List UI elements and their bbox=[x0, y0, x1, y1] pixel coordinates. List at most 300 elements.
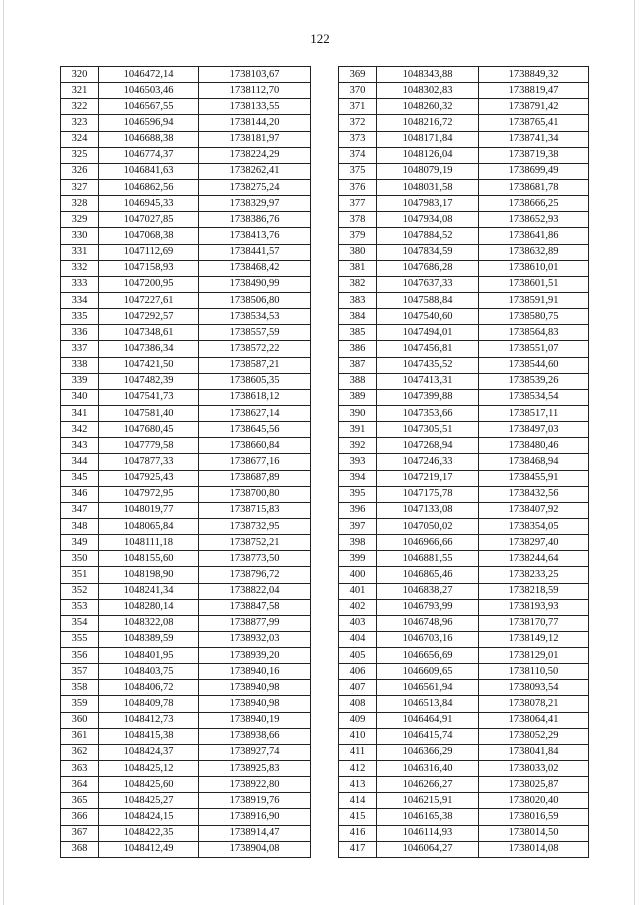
table-row bbox=[61, 325, 311, 341]
x-coordinate-cell: 1046316,40 bbox=[377, 761, 479, 777]
y-coordinate-cell: 1738110,50 bbox=[479, 664, 589, 680]
x-coordinate-cell: 1047435,52 bbox=[377, 357, 479, 373]
point-number-cell: 372 bbox=[339, 115, 377, 131]
table-row bbox=[339, 793, 589, 809]
point-number-cell: 337 bbox=[61, 341, 99, 357]
table-row bbox=[61, 728, 311, 744]
point-number-cell: 327 bbox=[61, 179, 99, 195]
scan-edge-left bbox=[3, 0, 4, 905]
y-coordinate-cell: 1738413,76 bbox=[199, 228, 311, 244]
x-coordinate-cell: 1048019,77 bbox=[99, 502, 199, 518]
y-coordinate-cell: 1738093,54 bbox=[479, 680, 589, 696]
table-row bbox=[339, 809, 589, 825]
x-coordinate-cell: 1048126,04 bbox=[377, 147, 479, 163]
x-coordinate-cell: 1046862,56 bbox=[99, 179, 199, 195]
point-number-cell: 379 bbox=[339, 228, 377, 244]
point-number-cell: 394 bbox=[339, 470, 377, 486]
table-row bbox=[339, 179, 589, 195]
x-coordinate-cell: 1048403,75 bbox=[99, 664, 199, 680]
table-row bbox=[339, 583, 589, 599]
table-row bbox=[339, 744, 589, 760]
table-row bbox=[61, 615, 311, 631]
x-coordinate-cell: 1047219,17 bbox=[377, 470, 479, 486]
table-row bbox=[339, 163, 589, 179]
x-coordinate-cell: 1047246,33 bbox=[377, 454, 479, 470]
y-coordinate-cell: 1738016,59 bbox=[479, 809, 589, 825]
x-coordinate-cell: 1047983,17 bbox=[377, 196, 479, 212]
table-row bbox=[339, 83, 589, 99]
table-row bbox=[61, 648, 311, 664]
point-number-cell: 371 bbox=[339, 99, 377, 115]
y-coordinate-cell: 1738687,89 bbox=[199, 470, 311, 486]
y-coordinate-cell: 1738796,72 bbox=[199, 567, 311, 583]
point-number-cell: 324 bbox=[61, 131, 99, 147]
x-coordinate-cell: 1046748,96 bbox=[377, 615, 479, 631]
table-row bbox=[61, 260, 311, 276]
table-row bbox=[339, 341, 589, 357]
y-coordinate-cell: 1738033,02 bbox=[479, 761, 589, 777]
table-row bbox=[339, 680, 589, 696]
point-number-cell: 366 bbox=[61, 809, 99, 825]
x-coordinate-cell: 1047779,58 bbox=[99, 438, 199, 454]
x-coordinate-cell: 1047925,43 bbox=[99, 470, 199, 486]
y-coordinate-cell: 1738551,07 bbox=[479, 341, 589, 357]
x-coordinate-cell: 1046513,84 bbox=[377, 696, 479, 712]
point-number-cell: 377 bbox=[339, 196, 377, 212]
y-coordinate-cell: 1738715,83 bbox=[199, 502, 311, 518]
table-row bbox=[61, 761, 311, 777]
x-coordinate-cell: 1047680,45 bbox=[99, 422, 199, 438]
table-row bbox=[339, 405, 589, 421]
y-coordinate-cell: 1738244,64 bbox=[479, 551, 589, 567]
x-coordinate-cell: 1048065,84 bbox=[99, 518, 199, 534]
point-number-cell: 346 bbox=[61, 486, 99, 502]
table-row bbox=[339, 325, 589, 341]
table-row bbox=[61, 535, 311, 551]
y-coordinate-cell: 1738925,83 bbox=[199, 761, 311, 777]
x-coordinate-cell: 1047581,40 bbox=[99, 405, 199, 421]
y-coordinate-cell: 1738618,12 bbox=[199, 389, 311, 405]
point-number-cell: 410 bbox=[339, 728, 377, 744]
point-number-cell: 386 bbox=[339, 341, 377, 357]
table-row bbox=[61, 373, 311, 389]
table-row bbox=[61, 809, 311, 825]
x-coordinate-cell: 1048422,35 bbox=[99, 825, 199, 841]
y-coordinate-cell: 1738610,01 bbox=[479, 260, 589, 276]
x-coordinate-cell: 1047386,34 bbox=[99, 341, 199, 357]
point-number-cell: 382 bbox=[339, 276, 377, 292]
table-row bbox=[339, 551, 589, 567]
point-number-cell: 384 bbox=[339, 309, 377, 325]
point-number-cell: 334 bbox=[61, 292, 99, 308]
y-coordinate-cell: 1738133,55 bbox=[199, 99, 311, 115]
x-coordinate-cell: 1047637,33 bbox=[377, 276, 479, 292]
table-row bbox=[61, 696, 311, 712]
y-coordinate-cell: 1738938,66 bbox=[199, 728, 311, 744]
x-coordinate-cell: 1048171,84 bbox=[377, 131, 479, 147]
table-row bbox=[61, 147, 311, 163]
y-coordinate-cell: 1738557,59 bbox=[199, 325, 311, 341]
point-number-cell: 367 bbox=[61, 825, 99, 841]
table-row bbox=[339, 438, 589, 454]
point-number-cell: 351 bbox=[61, 567, 99, 583]
x-coordinate-cell: 1047353,66 bbox=[377, 405, 479, 421]
point-number-cell: 397 bbox=[339, 518, 377, 534]
y-coordinate-cell: 1738677,16 bbox=[199, 454, 311, 470]
table-row bbox=[339, 567, 589, 583]
y-coordinate-cell: 1738386,76 bbox=[199, 212, 311, 228]
x-coordinate-cell: 1047112,69 bbox=[99, 244, 199, 260]
y-coordinate-cell: 1738218,59 bbox=[479, 583, 589, 599]
point-number-cell: 348 bbox=[61, 518, 99, 534]
y-coordinate-cell: 1738064,41 bbox=[479, 712, 589, 728]
x-coordinate-cell: 1046503,46 bbox=[99, 83, 199, 99]
x-coordinate-cell: 1047934,08 bbox=[377, 212, 479, 228]
y-coordinate-cell: 1738939,20 bbox=[199, 648, 311, 664]
table-row bbox=[61, 99, 311, 115]
point-number-cell: 411 bbox=[339, 744, 377, 760]
table-row bbox=[339, 99, 589, 115]
y-coordinate-cell: 1738144,20 bbox=[199, 115, 311, 131]
y-coordinate-cell: 1738940,98 bbox=[199, 696, 311, 712]
x-coordinate-cell: 1048425,12 bbox=[99, 761, 199, 777]
y-coordinate-cell: 1738441,57 bbox=[199, 244, 311, 260]
y-coordinate-cell: 1738407,92 bbox=[479, 502, 589, 518]
y-coordinate-cell: 1738732,95 bbox=[199, 518, 311, 534]
x-coordinate-cell: 1046165,38 bbox=[377, 809, 479, 825]
x-coordinate-cell: 1047227,61 bbox=[99, 292, 199, 308]
table-row bbox=[61, 389, 311, 405]
point-number-cell: 353 bbox=[61, 599, 99, 615]
point-number-cell: 402 bbox=[339, 599, 377, 615]
table-row bbox=[61, 179, 311, 195]
x-coordinate-cell: 1047305,51 bbox=[377, 422, 479, 438]
y-coordinate-cell: 1738605,35 bbox=[199, 373, 311, 389]
x-coordinate-cell: 1048412,49 bbox=[99, 841, 199, 857]
page-number: 122 bbox=[310, 31, 330, 46]
y-coordinate-cell: 1738354,05 bbox=[479, 518, 589, 534]
point-number-cell: 400 bbox=[339, 567, 377, 583]
point-number-cell: 333 bbox=[61, 276, 99, 292]
table-row bbox=[61, 712, 311, 728]
y-coordinate-cell: 1738877,99 bbox=[199, 615, 311, 631]
x-coordinate-cell: 1048111,18 bbox=[99, 535, 199, 551]
x-coordinate-cell: 1048302,83 bbox=[377, 83, 479, 99]
table-row bbox=[61, 518, 311, 534]
x-coordinate-cell: 1046366,29 bbox=[377, 744, 479, 760]
point-number-cell: 381 bbox=[339, 260, 377, 276]
table-row bbox=[61, 841, 311, 857]
table-row bbox=[339, 67, 589, 83]
table-row bbox=[61, 486, 311, 502]
point-number-cell: 358 bbox=[61, 680, 99, 696]
table-row bbox=[61, 664, 311, 680]
y-coordinate-cell: 1738660,84 bbox=[199, 438, 311, 454]
y-coordinate-cell: 1738544,60 bbox=[479, 357, 589, 373]
y-coordinate-cell: 1738587,21 bbox=[199, 357, 311, 373]
y-coordinate-cell: 1738791,42 bbox=[479, 99, 589, 115]
y-coordinate-cell: 1738572,22 bbox=[199, 341, 311, 357]
point-number-cell: 375 bbox=[339, 163, 377, 179]
y-coordinate-cell: 1738480,46 bbox=[479, 438, 589, 454]
table-row bbox=[339, 422, 589, 438]
y-coordinate-cell: 1738041,84 bbox=[479, 744, 589, 760]
x-coordinate-cell: 1048409,78 bbox=[99, 696, 199, 712]
point-number-cell: 376 bbox=[339, 179, 377, 195]
y-coordinate-cell: 1738020,40 bbox=[479, 793, 589, 809]
table-row bbox=[339, 712, 589, 728]
x-coordinate-cell: 1047686,28 bbox=[377, 260, 479, 276]
x-coordinate-cell: 1048241,34 bbox=[99, 583, 199, 599]
point-number-cell: 352 bbox=[61, 583, 99, 599]
table-row bbox=[339, 728, 589, 744]
x-coordinate-cell: 1047175,78 bbox=[377, 486, 479, 502]
y-coordinate-cell: 1738468,42 bbox=[199, 260, 311, 276]
y-coordinate-cell: 1738919,76 bbox=[199, 793, 311, 809]
y-coordinate-cell: 1738181,97 bbox=[199, 131, 311, 147]
table-row bbox=[61, 777, 311, 793]
y-coordinate-cell: 1738564,83 bbox=[479, 325, 589, 341]
point-number-cell: 349 bbox=[61, 535, 99, 551]
y-coordinate-cell: 1738233,25 bbox=[479, 567, 589, 583]
y-coordinate-cell: 1738927,74 bbox=[199, 744, 311, 760]
table-row bbox=[61, 567, 311, 583]
x-coordinate-cell: 1047456,81 bbox=[377, 341, 479, 357]
table-row bbox=[61, 744, 311, 760]
y-coordinate-cell: 1738297,40 bbox=[479, 535, 589, 551]
table-row bbox=[61, 244, 311, 260]
table-row bbox=[61, 551, 311, 567]
point-number-cell: 350 bbox=[61, 551, 99, 567]
table-row bbox=[339, 357, 589, 373]
y-coordinate-cell: 1738741,34 bbox=[479, 131, 589, 147]
table-row bbox=[61, 583, 311, 599]
point-number-cell: 391 bbox=[339, 422, 377, 438]
table-row bbox=[339, 631, 589, 647]
table-row bbox=[61, 163, 311, 179]
y-coordinate-cell: 1738103,67 bbox=[199, 67, 311, 83]
x-coordinate-cell: 1046774,37 bbox=[99, 147, 199, 163]
point-number-cell: 355 bbox=[61, 631, 99, 647]
table-row bbox=[339, 777, 589, 793]
x-coordinate-cell: 1046215,91 bbox=[377, 793, 479, 809]
point-number-cell: 385 bbox=[339, 325, 377, 341]
table-row bbox=[61, 292, 311, 308]
point-number-cell: 357 bbox=[61, 664, 99, 680]
y-coordinate-cell: 1738632,89 bbox=[479, 244, 589, 260]
table-row bbox=[339, 244, 589, 260]
table-row bbox=[339, 648, 589, 664]
table-row bbox=[61, 276, 311, 292]
y-coordinate-cell: 1738699,49 bbox=[479, 163, 589, 179]
table-row bbox=[339, 196, 589, 212]
table-row bbox=[339, 147, 589, 163]
x-coordinate-cell: 1046596,94 bbox=[99, 115, 199, 131]
y-coordinate-cell: 1738506,80 bbox=[199, 292, 311, 308]
y-coordinate-cell: 1738819,47 bbox=[479, 83, 589, 99]
point-number-cell: 373 bbox=[339, 131, 377, 147]
table-row bbox=[339, 276, 589, 292]
y-coordinate-cell: 1738773,50 bbox=[199, 551, 311, 567]
point-number-cell: 362 bbox=[61, 744, 99, 760]
point-number-cell: 368 bbox=[61, 841, 99, 857]
x-coordinate-cell: 1046881,55 bbox=[377, 551, 479, 567]
table-row bbox=[339, 309, 589, 325]
point-number-cell: 369 bbox=[339, 67, 377, 83]
x-coordinate-cell: 1046609,65 bbox=[377, 664, 479, 680]
y-coordinate-cell: 1738497,03 bbox=[479, 422, 589, 438]
y-coordinate-cell: 1738645,56 bbox=[199, 422, 311, 438]
scan-edge-right bbox=[634, 0, 635, 905]
point-number-cell: 390 bbox=[339, 405, 377, 421]
table-row bbox=[61, 196, 311, 212]
coordinates-table-right bbox=[338, 66, 589, 858]
point-number-cell: 399 bbox=[339, 551, 377, 567]
point-number-cell: 370 bbox=[339, 83, 377, 99]
table-row bbox=[61, 454, 311, 470]
table-row bbox=[339, 502, 589, 518]
point-number-cell: 413 bbox=[339, 777, 377, 793]
y-coordinate-cell: 1738922,80 bbox=[199, 777, 311, 793]
table-row bbox=[339, 292, 589, 308]
point-number-cell: 344 bbox=[61, 454, 99, 470]
y-coordinate-cell: 1738914,47 bbox=[199, 825, 311, 841]
x-coordinate-cell: 1048401,95 bbox=[99, 648, 199, 664]
x-coordinate-cell: 1047133,08 bbox=[377, 502, 479, 518]
point-number-cell: 406 bbox=[339, 664, 377, 680]
y-coordinate-cell: 1738627,14 bbox=[199, 405, 311, 421]
coordinates-table-left bbox=[60, 66, 311, 858]
point-number-cell: 320 bbox=[61, 67, 99, 83]
table-row bbox=[61, 422, 311, 438]
y-coordinate-cell: 1738932,03 bbox=[199, 631, 311, 647]
x-coordinate-cell: 1047158,93 bbox=[99, 260, 199, 276]
point-number-cell: 409 bbox=[339, 712, 377, 728]
x-coordinate-cell: 1046472,14 bbox=[99, 67, 199, 83]
point-number-cell: 322 bbox=[61, 99, 99, 115]
x-coordinate-cell: 1048079,19 bbox=[377, 163, 479, 179]
point-number-cell: 335 bbox=[61, 309, 99, 325]
y-coordinate-cell: 1738752,21 bbox=[199, 535, 311, 551]
y-coordinate-cell: 1738700,80 bbox=[199, 486, 311, 502]
y-coordinate-cell: 1738940,98 bbox=[199, 680, 311, 696]
x-coordinate-cell: 1047268,94 bbox=[377, 438, 479, 454]
point-number-cell: 407 bbox=[339, 680, 377, 696]
x-coordinate-cell: 1046567,55 bbox=[99, 99, 199, 115]
x-coordinate-cell: 1046841,63 bbox=[99, 163, 199, 179]
point-number-cell: 393 bbox=[339, 454, 377, 470]
point-number-cell: 374 bbox=[339, 147, 377, 163]
x-coordinate-cell: 1048322,08 bbox=[99, 615, 199, 631]
point-number-cell: 414 bbox=[339, 793, 377, 809]
y-coordinate-cell: 1738490,99 bbox=[199, 276, 311, 292]
table-row bbox=[61, 438, 311, 454]
point-number-cell: 338 bbox=[61, 357, 99, 373]
point-number-cell: 404 bbox=[339, 631, 377, 647]
y-coordinate-cell: 1738940,16 bbox=[199, 664, 311, 680]
x-coordinate-cell: 1046865,46 bbox=[377, 567, 479, 583]
y-coordinate-cell: 1738025,87 bbox=[479, 777, 589, 793]
x-coordinate-cell: 1047877,33 bbox=[99, 454, 199, 470]
point-number-cell: 340 bbox=[61, 389, 99, 405]
point-number-cell: 332 bbox=[61, 260, 99, 276]
x-coordinate-cell: 1046793,99 bbox=[377, 599, 479, 615]
y-coordinate-cell: 1738641,86 bbox=[479, 228, 589, 244]
table-row bbox=[339, 535, 589, 551]
table-row bbox=[339, 470, 589, 486]
table-row bbox=[339, 841, 589, 857]
y-coordinate-cell: 1738652,93 bbox=[479, 212, 589, 228]
y-coordinate-cell: 1738329,97 bbox=[199, 196, 311, 212]
table-row bbox=[339, 115, 589, 131]
point-number-cell: 403 bbox=[339, 615, 377, 631]
y-coordinate-cell: 1738455,91 bbox=[479, 470, 589, 486]
x-coordinate-cell: 1047884,52 bbox=[377, 228, 479, 244]
x-coordinate-cell: 1046688,38 bbox=[99, 131, 199, 147]
point-number-cell: 389 bbox=[339, 389, 377, 405]
point-number-cell: 364 bbox=[61, 777, 99, 793]
x-coordinate-cell: 1048415,38 bbox=[99, 728, 199, 744]
table-row bbox=[61, 502, 311, 518]
table-row bbox=[61, 131, 311, 147]
point-number-cell: 387 bbox=[339, 357, 377, 373]
point-number-cell: 345 bbox=[61, 470, 99, 486]
y-coordinate-cell: 1738849,32 bbox=[479, 67, 589, 83]
point-number-cell: 336 bbox=[61, 325, 99, 341]
y-coordinate-cell: 1738539,26 bbox=[479, 373, 589, 389]
y-coordinate-cell: 1738078,21 bbox=[479, 696, 589, 712]
y-coordinate-cell: 1738468,94 bbox=[479, 454, 589, 470]
point-number-cell: 343 bbox=[61, 438, 99, 454]
point-number-cell: 328 bbox=[61, 196, 99, 212]
x-coordinate-cell: 1048425,27 bbox=[99, 793, 199, 809]
point-number-cell: 339 bbox=[61, 373, 99, 389]
x-coordinate-cell: 1048031,58 bbox=[377, 179, 479, 195]
point-number-cell: 405 bbox=[339, 648, 377, 664]
point-number-cell: 388 bbox=[339, 373, 377, 389]
y-coordinate-cell: 1738916,90 bbox=[199, 809, 311, 825]
point-number-cell: 361 bbox=[61, 728, 99, 744]
y-coordinate-cell: 1738432,56 bbox=[479, 486, 589, 502]
x-coordinate-cell: 1047292,57 bbox=[99, 309, 199, 325]
point-number-cell: 398 bbox=[339, 535, 377, 551]
point-number-cell: 412 bbox=[339, 761, 377, 777]
x-coordinate-cell: 1048155,60 bbox=[99, 551, 199, 567]
point-number-cell: 378 bbox=[339, 212, 377, 228]
x-coordinate-cell: 1047482,39 bbox=[99, 373, 199, 389]
y-coordinate-cell: 1738193,93 bbox=[479, 599, 589, 615]
point-number-cell: 415 bbox=[339, 809, 377, 825]
y-coordinate-cell: 1738170,77 bbox=[479, 615, 589, 631]
point-number-cell: 401 bbox=[339, 583, 377, 599]
point-number-cell: 383 bbox=[339, 292, 377, 308]
y-coordinate-cell: 1738275,24 bbox=[199, 179, 311, 195]
x-coordinate-cell: 1048280,14 bbox=[99, 599, 199, 615]
y-coordinate-cell: 1738014,08 bbox=[479, 841, 589, 857]
table-row bbox=[61, 680, 311, 696]
point-number-cell: 359 bbox=[61, 696, 99, 712]
point-number-cell: 342 bbox=[61, 422, 99, 438]
point-number-cell: 329 bbox=[61, 212, 99, 228]
table-row bbox=[61, 631, 311, 647]
x-coordinate-cell: 1047027,85 bbox=[99, 212, 199, 228]
table-body-left bbox=[61, 67, 311, 858]
point-number-cell: 392 bbox=[339, 438, 377, 454]
point-number-cell: 341 bbox=[61, 405, 99, 421]
y-coordinate-cell: 1738052,29 bbox=[479, 728, 589, 744]
x-coordinate-cell: 1046838,27 bbox=[377, 583, 479, 599]
table-row bbox=[339, 454, 589, 470]
